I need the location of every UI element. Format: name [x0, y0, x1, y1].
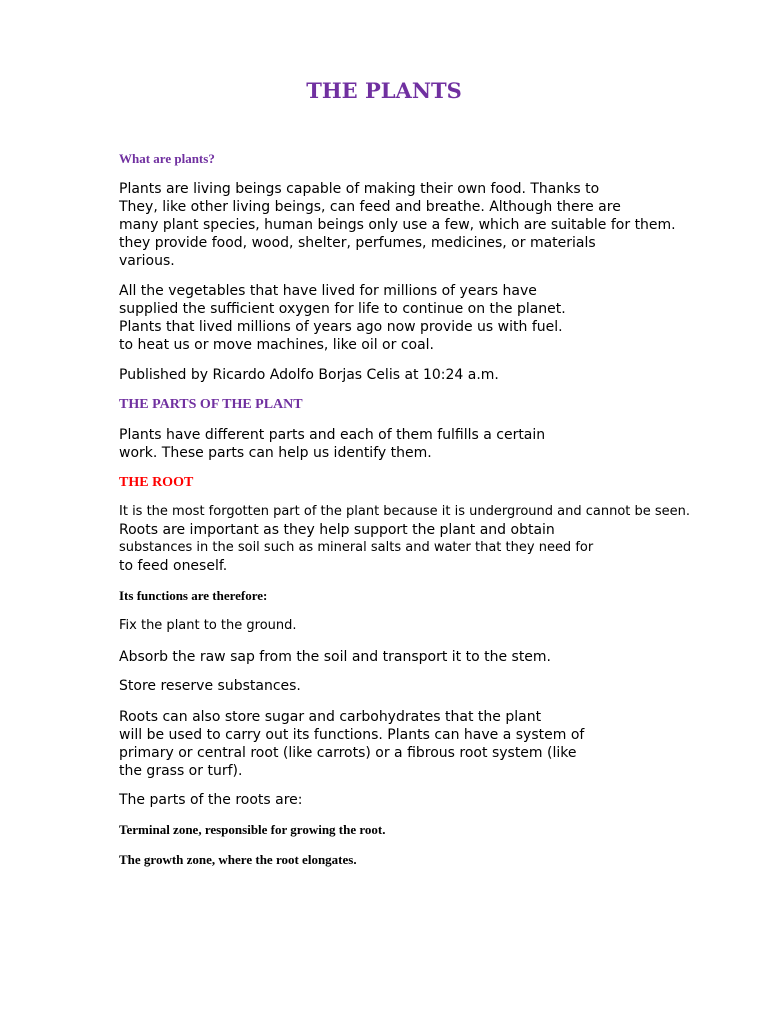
root-line: to feed oneself. — [119, 558, 228, 574]
intro-line: They, like other living beings, can feed and breathe. Although there are — [119, 199, 621, 215]
what-are-plants-heading: What are plants? — [119, 151, 215, 166]
parts-line: work. These parts can help us identify them. — [119, 445, 432, 461]
storage-line: will be used to carry out its functions. Plants can have a system of — [119, 727, 585, 743]
vegetables-line: supplied the sufficient oxygen for life to continue on the planet. — [119, 301, 566, 317]
vegetables-line: All the vegetables that have lived for millions of years have — [119, 283, 537, 299]
functions-heading: Its functions are therefore: — [119, 588, 268, 603]
vegetables-paragraph — [119, 282, 566, 354]
function-item-3: Store reserve substances. — [119, 678, 301, 694]
published-line: Published by Ricardo Adolfo Borjas Celis at 10:24 a.m. — [119, 367, 499, 383]
root-first-line: It is the most forgotten part of the plant because it is underground and cannot be seen. — [119, 504, 691, 519]
root-line: Roots are important as they help support the plant and obtain — [119, 522, 555, 538]
intro-line: various. — [119, 253, 175, 269]
storage-line: the grass or turf). — [119, 763, 243, 779]
root-line: substances in the soil such as mineral salts and water that they need for — [119, 540, 594, 555]
parts-heading: THE PARTS OF THE PLANT — [119, 397, 303, 412]
intro-line: many plant species, human beings only use a few, which are suitable for them. — [119, 217, 676, 233]
terminal-zone-item: Terminal zone, responsible for growing the root. — [119, 822, 386, 837]
document-title: THE PLANTS — [306, 78, 462, 103]
root-heading: THE ROOT — [119, 475, 194, 490]
function-item-1: Fix the plant to the ground. — [119, 618, 297, 633]
intro-paragraph — [119, 180, 676, 270]
storage-line: primary or central root (like carrots) or a fibrous root system (like — [119, 745, 577, 761]
storage-paragraph — [119, 708, 584, 780]
vegetables-line: to heat us or move machines, like oil or coal. — [119, 337, 435, 353]
intro-line: they provide food, wood, shelter, perfumes, medicines, or materials — [119, 235, 596, 251]
intro-line: Plants are living beings capable of making their own food. Thanks to — [119, 181, 600, 197]
storage-line: Roots can also store sugar and carbohydrates that the plant — [119, 709, 542, 725]
growth-zone-item: The growth zone, where the root elongates. — [119, 852, 357, 867]
function-item-2: Absorb the raw sap from the soil and transport it to the stem. — [119, 649, 552, 665]
vegetables-line: Plants that lived millions of years ago now provide us with fuel. — [119, 319, 563, 335]
parts-line: Plants have different parts and each of them fulfills a certain — [119, 427, 546, 443]
root-parts-intro: The parts of the roots are: — [119, 792, 303, 808]
root-paragraph — [119, 521, 593, 575]
parts-paragraph — [119, 426, 545, 462]
